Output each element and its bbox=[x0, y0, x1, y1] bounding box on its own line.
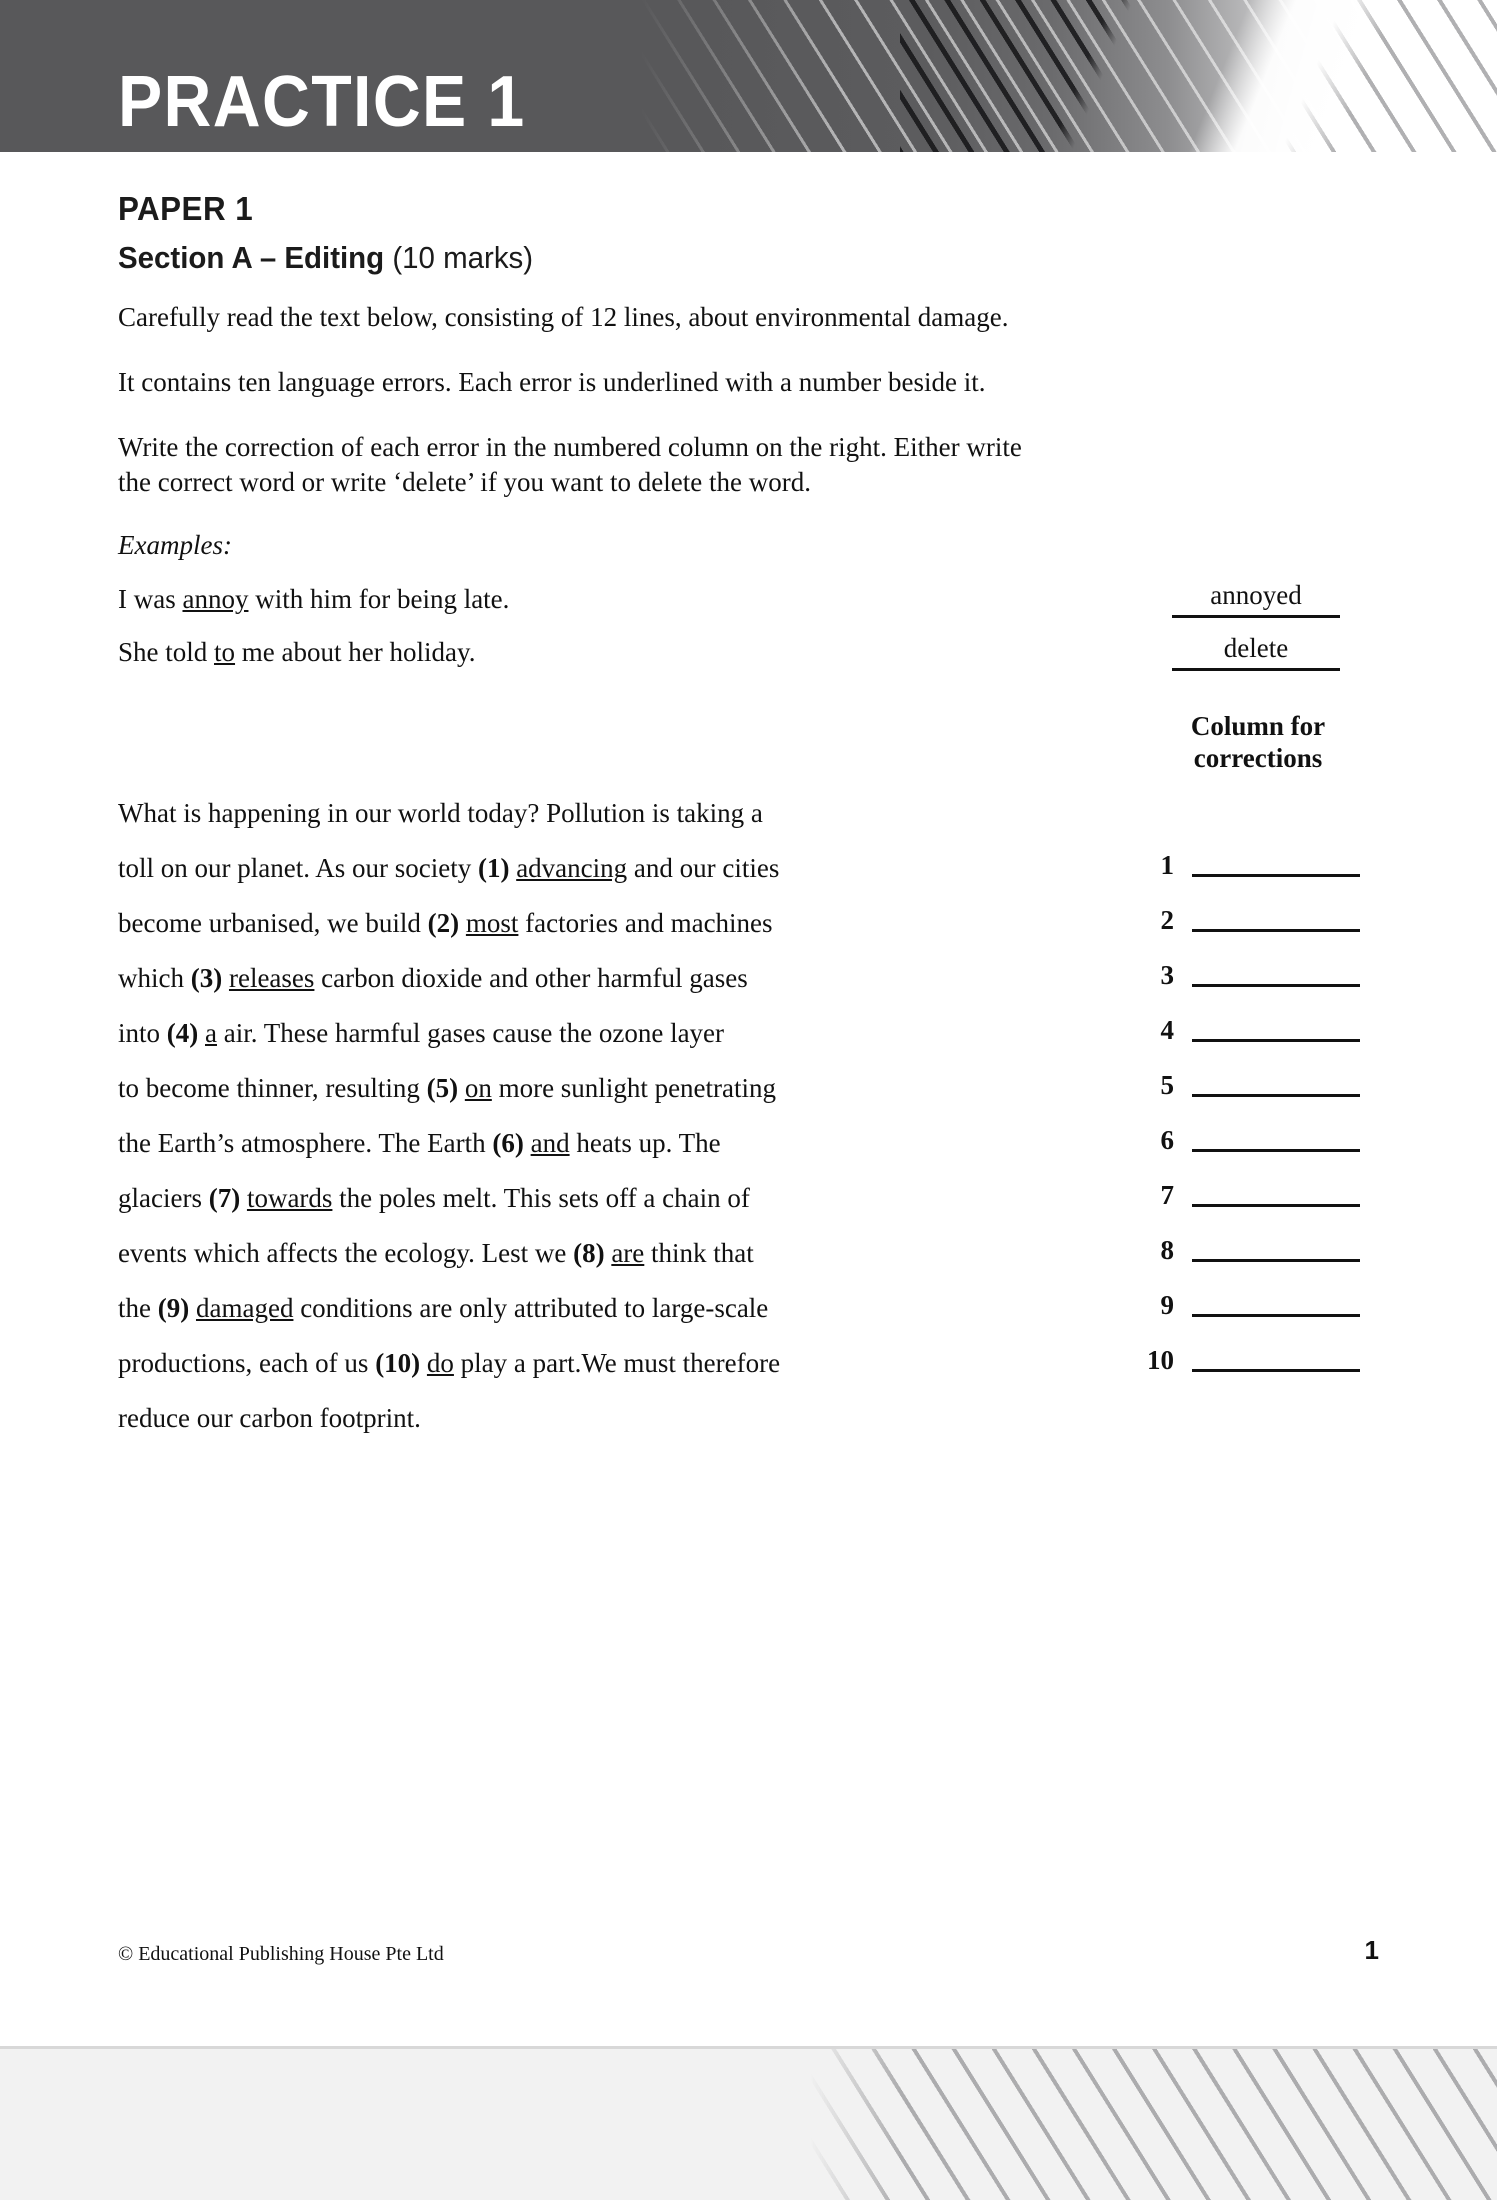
instruction-paragraph-2: It contains ten language errors. Each error is underlined with a number beside it. bbox=[118, 367, 986, 397]
corrections-column-header bbox=[1138, 710, 1378, 775]
passage-text: the poles melt. This sets off a chain of bbox=[332, 1183, 750, 1213]
passage-error-number: (2) bbox=[427, 908, 460, 938]
passage-text: more sunlight penetrating bbox=[491, 1073, 777, 1103]
answer-number: 4 bbox=[1160, 1015, 1174, 1045]
answer-number: 3 bbox=[1160, 960, 1174, 990]
corrections-column-header-line2: corrections bbox=[1193, 743, 1323, 774]
answer-number: 8 bbox=[1160, 1235, 1174, 1265]
editing-passage bbox=[118, 800, 998, 1460]
answer-blank-line[interactable] bbox=[1192, 907, 1360, 932]
example-sentence-1 bbox=[118, 584, 509, 615]
answer-blank-line[interactable] bbox=[1192, 1292, 1360, 1317]
passage-text: carbon dioxide and other harmful gases bbox=[314, 963, 748, 993]
example-sentence-2 bbox=[118, 637, 475, 668]
passage-line bbox=[118, 910, 998, 965]
passage-error-word: on bbox=[464, 1073, 492, 1103]
passage-line bbox=[118, 965, 998, 1020]
passage-line bbox=[118, 1350, 998, 1405]
footer-page-number: 1 bbox=[1364, 1935, 1379, 1965]
passage-text: the bbox=[118, 1293, 158, 1323]
instruction-paragraph-3: Write the correction of each error in the numbered column on the right. Either write the correct word or write ‘delete’ if you want to delete the word. bbox=[118, 432, 1022, 497]
answer-blank-line[interactable] bbox=[1192, 962, 1360, 987]
passage-text: to become thinner, resulting bbox=[118, 1073, 427, 1103]
answer-row bbox=[1130, 852, 1360, 907]
examples-label: Examples: bbox=[118, 530, 232, 560]
example-1-before: I was bbox=[118, 584, 183, 614]
passage-error-number: (10) bbox=[375, 1348, 421, 1378]
example-1-after: with him for being late. bbox=[248, 584, 510, 614]
example-answer-2: delete bbox=[1172, 633, 1340, 671]
passage-text bbox=[458, 1073, 465, 1103]
answer-row bbox=[1130, 1237, 1360, 1292]
answer-number: 7 bbox=[1160, 1180, 1174, 1210]
passage-text bbox=[189, 1293, 196, 1323]
passage-line bbox=[118, 1075, 998, 1130]
passage-text bbox=[459, 908, 466, 938]
passage-error-number: (1) bbox=[477, 853, 510, 883]
footer-copyright: © Educational Publishing House Pte Ltd bbox=[118, 1943, 444, 1965]
passage-text bbox=[240, 1183, 247, 1213]
passage-error-number: (3) bbox=[190, 963, 223, 993]
passage-line bbox=[118, 1405, 998, 1460]
example-answer-1: annoyed bbox=[1172, 580, 1340, 618]
answer-blank-line[interactable] bbox=[1192, 1072, 1360, 1097]
answer-row bbox=[1130, 1072, 1360, 1127]
passage-text bbox=[420, 1348, 427, 1378]
answer-number: 9 bbox=[1160, 1290, 1174, 1320]
footer-decor-band bbox=[0, 2049, 1497, 2200]
passage-line bbox=[118, 1295, 998, 1350]
passage-text: heats up. The bbox=[569, 1128, 721, 1158]
passage-text: factories and machines bbox=[518, 908, 773, 938]
passage-error-number: (7) bbox=[208, 1183, 241, 1213]
page-header-banner bbox=[0, 0, 1497, 152]
passage-error-number: (8) bbox=[573, 1238, 605, 1268]
passage-text: and our cities bbox=[627, 853, 780, 883]
passage-text: productions, each of us bbox=[118, 1348, 376, 1378]
answer-blank-line[interactable] bbox=[1192, 1237, 1360, 1262]
passage-error-word: advancing bbox=[516, 853, 628, 883]
passage-text bbox=[198, 1018, 205, 1048]
section-heading bbox=[118, 240, 533, 276]
passage-text: What is happening in our world today? Pollution is taking a bbox=[118, 798, 763, 828]
passage-error-number: (6) bbox=[492, 1128, 524, 1158]
instruction-paragraph-1: Carefully read the text below, consisting of 12 lines, about environmental damage. bbox=[118, 302, 1009, 332]
passage-error-word: most bbox=[465, 908, 519, 938]
section-heading-strong: Section A – Editing bbox=[118, 240, 385, 275]
example-1-error: annoy bbox=[182, 584, 249, 614]
passage-error-word: and bbox=[530, 1128, 570, 1158]
answer-blank-line[interactable] bbox=[1192, 1017, 1360, 1042]
answer-row bbox=[1130, 1292, 1360, 1347]
passage-text: air. These harmful gases cause the ozone layer bbox=[216, 1018, 725, 1048]
passage-text: become urbanised, we build bbox=[118, 908, 428, 938]
answer-number: 6 bbox=[1160, 1125, 1174, 1155]
passage-error-number: (4) bbox=[166, 1018, 199, 1048]
passage-text bbox=[222, 963, 229, 993]
answer-blank-line[interactable] bbox=[1192, 852, 1360, 877]
passage-error-word: releases bbox=[228, 963, 315, 993]
passage-text: the Earth’s atmosphere. The Earth bbox=[118, 1128, 493, 1158]
answer-blank-line[interactable] bbox=[1192, 1127, 1360, 1152]
answer-row bbox=[1130, 907, 1360, 962]
passage-text: play a part.We must therefore bbox=[453, 1348, 781, 1378]
passage-text: think that bbox=[644, 1238, 754, 1268]
passage-error-word: a bbox=[205, 1018, 217, 1048]
passage-error-word: are bbox=[611, 1238, 645, 1268]
passage-error-word: damaged bbox=[195, 1293, 294, 1323]
answer-row bbox=[1130, 962, 1360, 1017]
example-2-after: me about her holiday. bbox=[235, 637, 476, 667]
passage-text: reduce our carbon footprint. bbox=[118, 1403, 421, 1433]
section-heading-marks: (10 marks) bbox=[392, 240, 534, 275]
answer-number: 2 bbox=[1160, 905, 1174, 935]
answer-row bbox=[1130, 1127, 1360, 1182]
answer-number: 10 bbox=[1147, 1345, 1174, 1375]
example-2-before: She told bbox=[118, 637, 215, 667]
corrections-column-header-line1: Column for bbox=[1190, 711, 1326, 741]
passage-text: glaciers bbox=[118, 1183, 209, 1213]
answer-number: 1 bbox=[1160, 850, 1174, 880]
passage-line bbox=[118, 1020, 998, 1075]
answer-row bbox=[1130, 1017, 1360, 1072]
passage-line bbox=[118, 1240, 998, 1295]
paper-heading: PAPER 1 bbox=[118, 190, 254, 227]
passage-error-number: (9) bbox=[157, 1293, 190, 1323]
passage-text bbox=[524, 1128, 531, 1158]
passage-line bbox=[118, 855, 998, 910]
practice-title: PRACTICE 1 bbox=[118, 62, 526, 142]
answer-blank-line[interactable] bbox=[1192, 1347, 1360, 1372]
footer-diagonal-stripes bbox=[810, 2049, 1497, 2200]
passage-text: events which affects the ecology. Lest we bbox=[118, 1238, 574, 1268]
passage-line bbox=[118, 1185, 998, 1240]
example-2-error: to bbox=[214, 637, 236, 667]
passage-text: which bbox=[118, 963, 191, 993]
passage-error-number: (5) bbox=[426, 1073, 459, 1103]
answer-blank-line[interactable] bbox=[1192, 1182, 1360, 1207]
answer-row bbox=[1130, 1347, 1360, 1402]
passage-line bbox=[118, 1130, 998, 1185]
passage-error-word: towards bbox=[246, 1183, 333, 1213]
answer-number: 5 bbox=[1160, 1070, 1174, 1100]
passage-line bbox=[118, 800, 998, 855]
answer-row bbox=[1130, 1182, 1360, 1237]
corrections-answer-column bbox=[1130, 852, 1360, 1402]
passage-text: into bbox=[118, 1018, 167, 1048]
passage-text: toll on our planet. As our society bbox=[118, 853, 478, 883]
banner-light-stripes bbox=[1080, 0, 1497, 152]
passage-text: conditions are only attributed to large-scale bbox=[293, 1293, 769, 1323]
passage-error-word: do bbox=[426, 1348, 454, 1378]
